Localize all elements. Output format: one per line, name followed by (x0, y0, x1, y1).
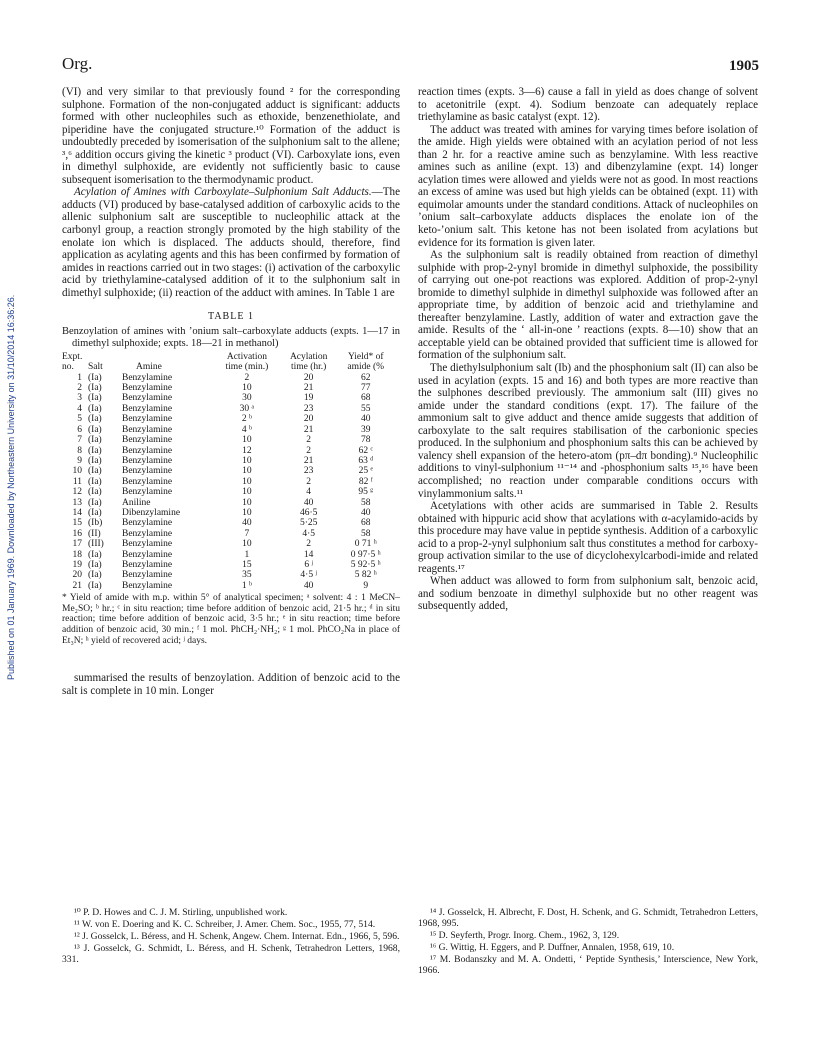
table-cell-acyl: 4 (306, 487, 312, 498)
table-cell-acyl: 20 (303, 414, 314, 425)
table-cell-act: 1 ᵇ (241, 580, 252, 591)
table-cell-act: 4 ᵇ (241, 424, 252, 435)
paragraph-acylation (62, 186, 400, 299)
table-cell-amine: Benzylamine (122, 487, 173, 498)
table-cell-salt: (Ia) (88, 383, 102, 394)
table-cell-act: 30 ᵃ (239, 403, 255, 414)
paragraph: reaction times (expts. 3—6) cause a fall in yield as does change of solvent to acetonitrile (expt. 4). Sodium benzoate can adequately replace triethylamine as basic catalyst (expt. 12). (418, 86, 758, 124)
table-cell-no: 14 (72, 507, 82, 518)
table-cell-acyl: 2 (306, 445, 312, 456)
table-cell-yield: 82 ᶠ (358, 476, 373, 487)
table-cell-act: 10 (242, 507, 252, 518)
table-cell-salt: (Ia) (88, 445, 102, 456)
table-cell-salt: (Ia) (88, 435, 102, 446)
table-cell-yield: 68 (361, 518, 371, 529)
table-cell-amine: Benzylamine (122, 559, 173, 570)
paragraph-body: —The adducts (VI) produced by base-catalysed addition of carboxylic acids to the allenic sulphonium salt are susceptible to nucleophilic attack at the carbonyl group, a reaction strongly promoted by the high stability of the enolate ion which is displaced. The adducts should, therefore, find application as acylating agents and this has been confirmed by formation of amides in reactions carried out in two stages: (i) activation of the carboxylic acid by triethylamine-catalysed addition of it to the sulphonium salt in dimethyl sulphoxide; (ii) reaction of the adduct with amines. In Table 1 are (62, 186, 400, 299)
table-row (62, 581, 394, 591)
table-row (62, 498, 394, 508)
table-cell-act: 10 (242, 476, 252, 487)
table-cell-no: 3 (77, 393, 82, 404)
table-cell-acyl: 2 (306, 435, 312, 446)
table-cell-acyl: 5·25 (299, 518, 318, 529)
table-cell-acyl: 2 (306, 539, 312, 550)
reference-item: ¹⁷ M. Bodanszky and M. A. Ondetti, ‘ Peptide Synthesis,’ Interscience, New York, 1966. (418, 954, 758, 976)
table-cell-no: 13 (72, 497, 82, 508)
table-cell-acyl: 46·5 (299, 507, 318, 518)
table-cell-acyl: 20 (303, 372, 314, 383)
table-cell-amine: Aniline (122, 497, 151, 508)
table-cell-amine: Benzylamine (122, 383, 173, 394)
table-cell-amine: Benzylamine (122, 403, 173, 414)
table-cell-yield: 39 (361, 424, 371, 435)
table-cell-yield: 40 (361, 414, 371, 425)
table-cell-acyl: 21 (303, 455, 314, 466)
reference-item: ¹⁰ P. D. Howes and C. J. M. Stirling, unpublished work. (74, 907, 288, 918)
table-cell-yield: 25 ᵉ (358, 466, 373, 477)
table-cell-yield: 40 (361, 507, 371, 518)
table-cell-amine: Benzylamine (122, 435, 173, 446)
table-row (62, 435, 394, 445)
section-heading: Acylation of Amines with Carboxylate–Sulphonium Salt Adducts. (74, 186, 372, 199)
table-row (62, 518, 394, 528)
table-cell-act: 7 (244, 528, 250, 539)
table-cell-amine: Benzylamine (122, 580, 173, 591)
table-cell-yield: 62 ᶜ (358, 445, 373, 456)
table-row (62, 373, 394, 383)
table-cell-no: 2 (77, 383, 82, 394)
paragraph: (VI) and very similar to that previously found ² for the corresponding sulphone. Formation of the non-conjugated adduct is significant: adducts formed with other nucleophiles such as ethoxide, benzenethiolate, and piperidine have the conjugated structure.¹⁰ Formation of the adduct is undoubtedly preceded by isomerisation of the sulphonium salt to the allene; ³,⁶ addition occurs giving the kinetic ³ product (VI). Carboxylate ions, even in dimethyl sulphoxide, are evidently not sufficiently basic to cause subsequent isomerisation to the thermodynamic product. (62, 86, 400, 186)
table-cell-yield: 5 82 ʰ (354, 570, 377, 581)
table-cell-yield: 95 ᵍ (358, 487, 374, 498)
table-cell-act: 12 (242, 445, 252, 456)
reference-item: ¹¹ W. von E. Doering and K. C. Schreiber, J. Amer. Chem. Soc., 1955, 77, 514. (74, 919, 376, 930)
table-cell-act: 30 (242, 393, 252, 404)
table-cell-acyl: 23 (303, 466, 314, 477)
table-cell-amine: Benzylamine (122, 466, 173, 477)
table-cell-no: 1 (77, 372, 82, 383)
reference-item: ¹⁴ J. Gosselck, H. Albrecht, F. Dost, H. Schenk, and G. Schmidt, Tetrahedron Letters, 1968, 995. (418, 907, 758, 929)
references-right (418, 907, 758, 977)
right-column (418, 86, 758, 613)
table-cell-amine: Benzylamine (122, 549, 173, 560)
table-cell-no: 17 (72, 539, 82, 550)
table-cell-act: 40 (242, 518, 252, 529)
paragraph: Acetylations with other acids are summarised in Table 2. Results obtained with hippuric acid show that acylations with α-acylamido-acids by this procedure may have value in peptide synthesis. Addition of a carboxylic acid to a prop-2-ynyl sulphonium salt thus constitutes a method for carboxy-group activation similar to the use of dicyclohexylcarbodi-imide and related reagents.¹⁷ (418, 500, 758, 575)
table-cell-salt: (Ia) (88, 580, 102, 591)
table-cell-amine: Benzylamine (122, 424, 173, 435)
table-row (62, 414, 394, 424)
table-row (62, 477, 394, 487)
table-cell-no: 21 (72, 580, 82, 591)
table-cell-acyl: 40 (303, 580, 314, 591)
page-number: 1905 (729, 58, 759, 74)
table-cell-no: 9 (77, 455, 82, 466)
col-header-yield: Yield* of amide (% (347, 351, 385, 373)
table-cell-act: 15 (242, 559, 252, 570)
table-cell-yield: 55 (361, 403, 371, 414)
table-cell-salt: (Ia) (88, 507, 102, 518)
table-cell-amine: Benzylamine (122, 445, 173, 456)
col-header-acylation: Acylation time (hr.) (289, 351, 328, 373)
table-row (62, 383, 394, 393)
paragraph: The diethylsulphonium salt (Ib) and the phosphonium salt (II) can also be used in acylation (expts. 15 and 16) and both types are more reactive than the sulphones described previously. The ammonium salt (III) gives no amide under the standard conditions (expt. 17). The failure of the ammonium salt to give adduct and thence amide suggests that addition of carboxylate to the salt requires stabilisation of the carbonionic species produced. In the sulphonium and phosphonium salts this can be achieved by valency shell expansion of the hetero-atom (pπ–dπ bonding).⁹ Nucleophilic additions to vinyl-sulphonium ¹¹⁻¹⁴ and -phosphonium salts ¹⁵,¹⁶ have been accomplished; no reaction under comparable conditions occurs with vinylammonium salts.¹¹ (418, 362, 758, 500)
table-row (62, 508, 394, 518)
table-cell-no: 11 (72, 476, 82, 487)
table-cell-amine: Benzylamine (122, 455, 173, 466)
paragraph: When adduct was allowed to form from sulphonium salt, benzoic acid, and sodium benzoate in dimethyl sulphoxide but no other reagent was subsequently added, (418, 575, 758, 613)
table-cell-amine: Benzylamine (122, 393, 173, 404)
table-cell-act: 2 (244, 372, 250, 383)
table-cell-amine: Benzylamine (122, 476, 173, 487)
table-cell-acyl: 19 (303, 393, 314, 404)
table-cell-amine: Benzylamine (122, 414, 173, 425)
table-cell-salt: (III) (88, 539, 104, 550)
table-footnote: * Yield of amide with m.p. within 5° of analytical specimen; ᵃ solvent: 4 : 1 MeCN–Me₂SO; ᵇ hr.; ᶜ in situ reaction; time before addition of benzoic acid, 21·5 hr.; ᵈ in situ reaction; time before addition of benzoic acid, 3·5 hr.; ᵉ in situ reaction; time before addition of benzoic acid, 30 min.; ᶠ 1 mol. PhCH₂·NH₂; ᵍ 1 mol. PhCO₂Na in place of Et₃N; ʰ yield of recovered acid; ʲ days. (62, 593, 400, 646)
table-cell-amine: Dibenzylamine (122, 507, 181, 518)
table-row (62, 393, 394, 403)
table-cell-salt: (Ia) (88, 476, 102, 487)
table-cell-amine: Benzylamine (122, 528, 173, 539)
references-left (62, 907, 400, 966)
table-cell-act: 10 (242, 487, 252, 498)
table-caption: Benzoylation of amines with ’onium salt–carboxylate adducts (expts. 1—17 in dimethyl sulphoxide; expts. 18—21 in methanol) (62, 325, 400, 349)
table-cell-acyl: 23 (303, 403, 314, 414)
table-cell-yield: 58 (361, 528, 371, 539)
journal-section-label: Org. (62, 54, 93, 73)
table-row (62, 560, 394, 570)
table-cell-yield: 58 (361, 497, 371, 508)
table-row (62, 466, 394, 476)
table-cell-yield: 63 ᵈ (358, 455, 374, 466)
table-cell-act: 10 (242, 435, 252, 446)
table-cell-no: 4 (77, 403, 82, 414)
benzoylation-table (62, 352, 394, 591)
table-cell-yield: 68 (361, 393, 371, 404)
table-row (62, 529, 394, 539)
col-header-activation: Activation time (min.) (225, 351, 269, 373)
table-row (62, 425, 394, 435)
col-header-amine: Amine (136, 362, 162, 373)
table-row (62, 550, 394, 560)
reference-item: ¹⁶ G. Wittig, H. Eggers, and P. Duffner, Annalen, 1958, 619, 10. (430, 942, 675, 953)
col-header-salt: Salt (88, 362, 103, 373)
table-cell-yield: 77 (361, 383, 371, 394)
table-cell-yield: 0 71 ʰ (354, 539, 377, 550)
table-cell-salt: (Ia) (88, 487, 102, 498)
table-cell-salt: (Ia) (88, 403, 102, 414)
table-cell-act: 35 (242, 570, 252, 581)
table-cell-no: 20 (72, 570, 82, 581)
table-cell-no: 5 (77, 414, 82, 425)
paragraph: The adduct was treated with amines for varying times before isolation of the amide. High yields were obtained with an acylation period of not less than 2 hr. for a reactive amine such as benzylamine. With less reactive amines such as aniline (expt. 13) and dibenzylamine (expt. 14) longer acylation times were allowed and yields were not as good. In most reactions an excess of amine was used but high yields can be obtained (expt. 11) with equimolar amounts under the standard conditions. Attack of nucleophiles on ’onium salt–carboxylate adducts displaces the enolate ion of the keto-’onium salt. This ketone has not been isolated from acylations but evidence for its formation is given later. (418, 123, 758, 249)
table-cell-salt: (Ib) (88, 518, 103, 529)
download-notice[interactable]: Published on 01 January 1969. Downloaded by Northeastern University on 31/10/2014 16:36:26. (6, 294, 16, 680)
table-cell-no: 6 (77, 424, 82, 435)
table-cell-salt: (Ia) (88, 414, 102, 425)
table-cell-salt: (Ia) (88, 559, 102, 570)
table-cell-amine: Benzylamine (122, 570, 173, 581)
table-cell-no: 15 (72, 518, 82, 529)
table-cell-acyl: 4·5 ʲ (300, 570, 317, 581)
table-cell-salt: (Ia) (88, 549, 102, 560)
reference-item: ¹² J. Gosselck, L. Béress, and H. Schenk, Angew. Chem. Internat. Edn., 1966, 5, 596. (74, 931, 400, 942)
table-cell-amine: Benzylamine (122, 372, 173, 383)
table-cell-acyl: 40 (303, 497, 314, 508)
table-cell-act: 10 (242, 497, 252, 508)
table-cell-yield: 9 (363, 580, 369, 591)
table-row (62, 404, 394, 414)
table-cell-act: 1 (244, 549, 250, 560)
col-header-expt: Expt. no. (62, 351, 83, 373)
table-cell-acyl: 6 ʲ (304, 559, 313, 570)
table-cell-act: 10 (242, 383, 252, 394)
reference-item: ¹⁵ D. Seyferth, Progr. Inorg. Chem., 1962, 3, 129. (430, 930, 620, 941)
table-cell-yield: 62 (361, 372, 371, 383)
table-row (62, 446, 394, 456)
paragraph: As the sulphonium salt is readily obtained from reaction of dimethyl sulphide with prop-2-ynyl bromide in dimethyl sulphoxide, the possibility of carrying out one-pot reactions was explored. Addition of prop-2-ynyl bromide to dimethyl sulphide in dimethyl sulphoxide was followed after an appropriate time, by addition of benzoic acid and triethylamine and thereafter benzylamine. Lastly, addition of water and extraction gave the amide. Results of the ‘ all-in-one ’ reactions (expts. 8—10) show that an acceptable yield can be obtained provided that sufficient time is allowed for formation of the sulphonium salt. (418, 249, 758, 362)
table-cell-salt: (II) (88, 528, 101, 539)
table-cell-salt: (Ia) (88, 393, 102, 404)
table-cell-salt: (Ia) (88, 497, 102, 508)
table-cell-salt: (Ia) (88, 466, 102, 477)
table-cell-act: 10 (242, 455, 252, 466)
table-cell-act: 10 (242, 466, 252, 477)
table-cell-salt: (Ia) (88, 570, 102, 581)
table-cell-yield: 0 97·5 ʰ (350, 549, 381, 560)
reference-item: ¹³ J. Gosselck, G. Schmidt, L. Béress, and H. Schenk, Tetrahedron Letters, 1968, 331. (62, 943, 400, 965)
table-cell-no: 12 (72, 487, 82, 498)
table-title: TABLE 1 (208, 311, 254, 323)
table-cell-yield: 5 92·5 ʰ (350, 559, 381, 570)
left-column (62, 86, 400, 697)
table-cell-acyl: 21 (303, 383, 314, 394)
table-row (62, 539, 394, 549)
table-cell-acyl: 4·5 (302, 528, 315, 539)
table-cell-no: 8 (77, 445, 82, 456)
table-cell-no: 19 (72, 559, 82, 570)
table-cell-no: 10 (72, 466, 82, 477)
table-cell-act: 2 ᵇ (241, 414, 252, 425)
table-row (62, 487, 394, 497)
table-cell-yield: 78 (361, 435, 371, 446)
table-cell-no: 7 (77, 435, 82, 446)
table-row (62, 570, 394, 580)
table-row (62, 456, 394, 466)
table-cell-acyl: 14 (303, 549, 314, 560)
table-cell-amine: Benzylamine (122, 539, 173, 550)
table-cell-no: 16 (72, 528, 82, 539)
table-cell-salt: (Ia) (88, 424, 102, 435)
table-cell-amine: Benzylamine (122, 518, 173, 529)
table-cell-salt: (Ia) (88, 455, 102, 466)
table-cell-acyl: 21 (303, 424, 314, 435)
table-cell-no: 18 (72, 549, 82, 560)
table-cell-salt: (Ia) (88, 372, 102, 383)
table-cell-act: 10 (242, 539, 252, 550)
table-cell-acyl: 2 (306, 476, 312, 487)
paragraph: summarised the results of benzoylation. Addition of benzoic acid to the salt is complete in 10 min. Longer (62, 672, 400, 697)
publication-sidebar (6, 200, 20, 680)
